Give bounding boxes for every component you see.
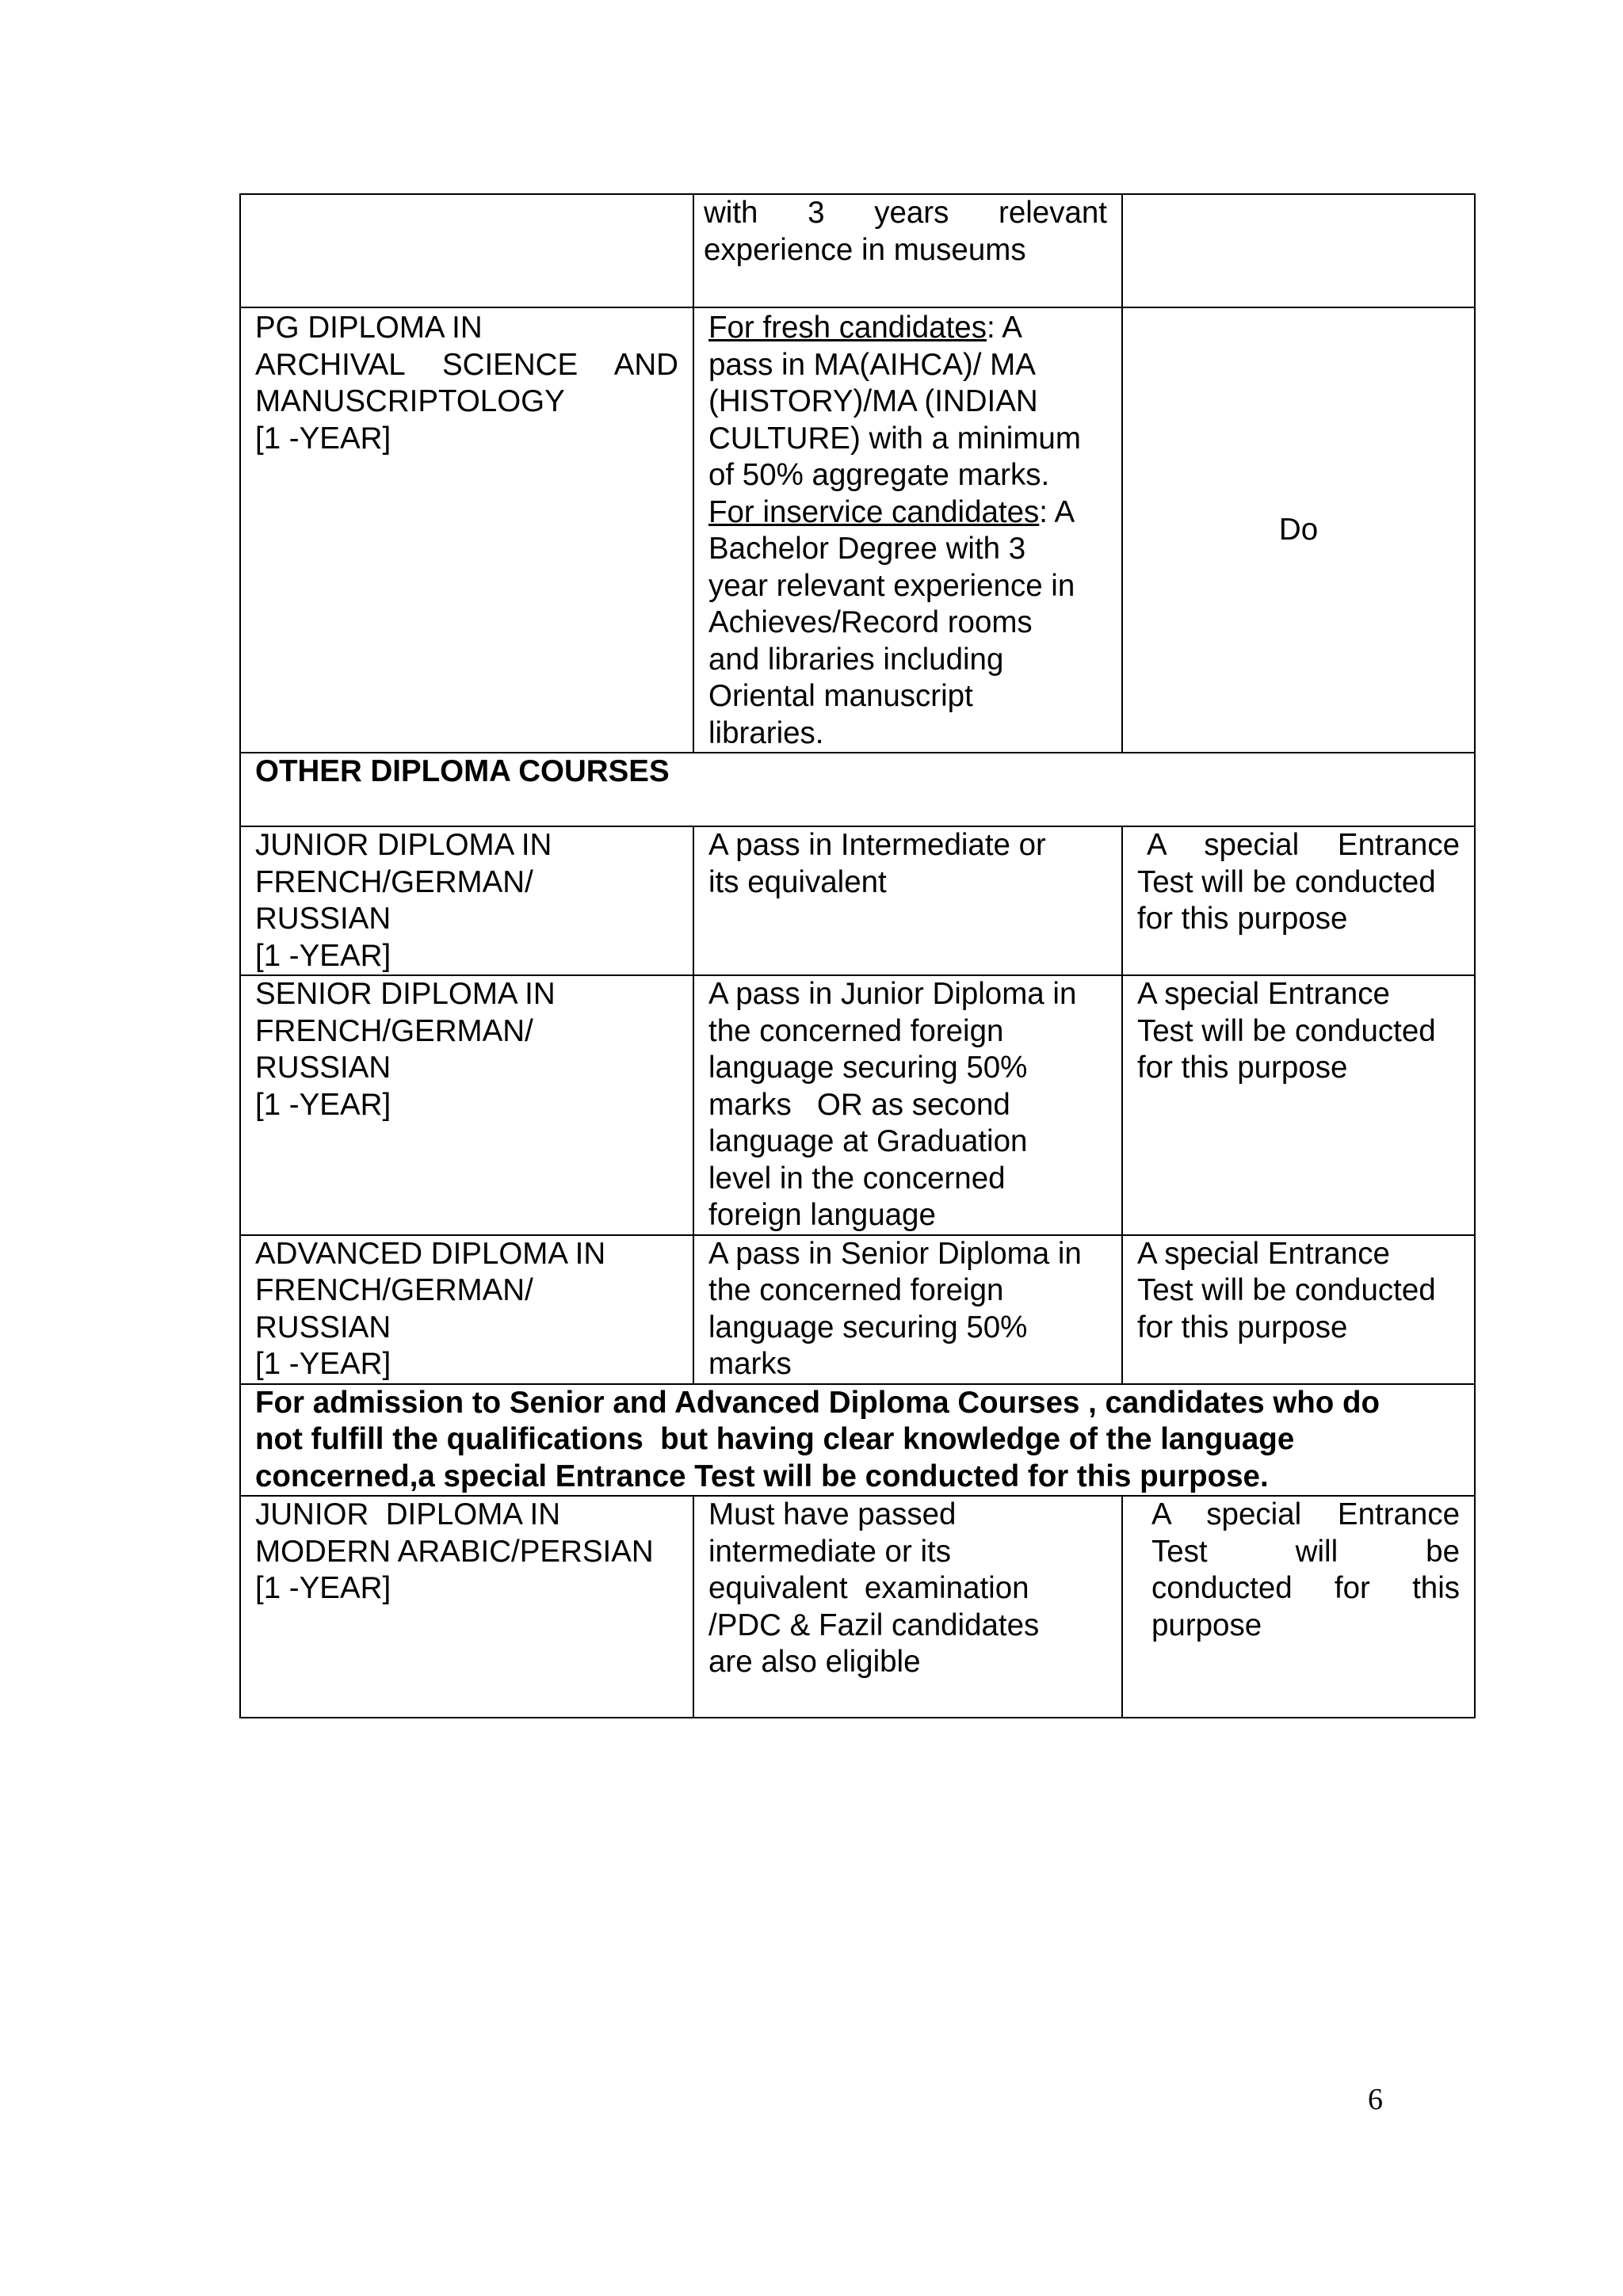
course-line: FRENCH/GERMAN/ — [255, 864, 533, 899]
note-line: not fulfill the qualifications but having clear knowledge of the language — [255, 1422, 1295, 1456]
eligibility-line: A pass in Senior Diploma in — [708, 1236, 1082, 1271]
eligibility-line: language securing 50% — [708, 1310, 1028, 1344]
course-cell — [240, 975, 693, 1235]
eligibility-cell — [693, 826, 1122, 975]
inservice-candidates-label: For inservice candidates — [708, 494, 1040, 529]
note-line: For admission to Senior and Advanced Diploma Courses , candidates who do — [255, 1385, 1381, 1420]
eligibility-line: pass in MA(AIHCA)/ MA — [708, 347, 1036, 382]
selection-line: A special Entrance — [1151, 1497, 1460, 1531]
eligibility-line: Must have passed — [708, 1497, 957, 1531]
eligibility-line: Achieves/Record rooms — [708, 605, 1033, 639]
course-line: FRENCH/GERMAN/ — [255, 1013, 533, 1048]
eligibility-line: CULTURE) with a minimum — [708, 421, 1081, 456]
selection-cell — [1122, 826, 1475, 975]
eligibility-cell — [693, 307, 1122, 753]
note-cell — [240, 1384, 1475, 1497]
admission-eligibility-table — [239, 193, 1476, 1718]
eligibility-line: /PDC & Fazil candidates — [708, 1608, 1040, 1642]
table-row — [240, 307, 1475, 753]
course-cell — [240, 194, 693, 307]
eligibility-line: and libraries including — [708, 642, 1004, 677]
eligibility-line — [708, 494, 1107, 532]
eligibility-line: foreign language — [708, 1198, 936, 1232]
selection-line: purpose — [1151, 1608, 1262, 1642]
course-line: RUSSIAN — [255, 1310, 391, 1344]
selection-line: conducted for this — [1151, 1571, 1460, 1605]
eligibility-line: level in the concerned — [708, 1161, 1006, 1196]
section-heading-cell — [240, 753, 1475, 826]
page-number: 6 — [1368, 2083, 1383, 2116]
eligibility-line: intermediate or its — [708, 1534, 951, 1569]
course-line: ARCHIVAL SCIENCE AND — [255, 347, 678, 382]
course-line: SENIOR DIPLOMA IN — [255, 977, 556, 1011]
course-cell — [240, 1496, 693, 1718]
table-row — [240, 194, 1475, 307]
eligibility-line: A pass in Junior Diploma in — [708, 977, 1077, 1011]
eligibility-line: equivalent examination — [708, 1571, 1029, 1605]
eligibility-line: experience in museums — [704, 232, 1026, 267]
eligibility-line: marks OR as second — [708, 1087, 1010, 1122]
course-line: MANUSCRIPTOLOGY — [255, 384, 565, 418]
eligibility-line: Bachelor Degree with 3 — [708, 532, 1026, 566]
selection-text: Do — [1278, 512, 1319, 547]
course-line: [1 -YEAR] — [255, 1571, 391, 1605]
course-line: RUSSIAN — [255, 1051, 391, 1085]
course-line: [1 -YEAR] — [255, 1347, 391, 1381]
course-line: MODERN ARABIC/PERSIAN — [255, 1534, 654, 1569]
course-line: [1 -YEAR] — [255, 421, 391, 456]
eligibility-line: the concerned foreign — [708, 1273, 1004, 1307]
section-heading: OTHER DIPLOMA COURSES — [255, 754, 670, 788]
selection-cell — [1122, 1235, 1475, 1384]
selection-line: A special Entrance — [1147, 828, 1460, 862]
selection-cell — [1122, 975, 1475, 1235]
selection-cell — [1122, 307, 1475, 753]
table-row — [240, 826, 1475, 975]
table-row — [240, 753, 1475, 826]
course-line: FRENCH/GERMAN/ — [255, 1273, 533, 1307]
eligibility-line: language securing 50% — [708, 1051, 1028, 1085]
selection-line: for this purpose — [1137, 1310, 1348, 1344]
fresh-candidates-suffix: : A — [986, 311, 1022, 345]
table-row — [240, 975, 1475, 1235]
course-cell — [240, 826, 693, 975]
course-line: [1 -YEAR] — [255, 1087, 391, 1122]
eligibility-cell — [693, 975, 1122, 1235]
course-line: ADVANCED DIPLOMA IN — [255, 1236, 606, 1271]
eligibility-line: marks — [708, 1347, 792, 1381]
selection-line: A special Entrance — [1137, 977, 1390, 1011]
selection-line: Test will be — [1151, 1534, 1460, 1569]
eligibility-line: libraries. — [708, 715, 824, 750]
course-line: PG DIPLOMA IN — [255, 311, 483, 345]
eligibility-cell — [693, 1235, 1122, 1384]
eligibility-line: Oriental manuscript — [708, 679, 973, 713]
selection-line: for this purpose — [1137, 1051, 1348, 1085]
fresh-candidates-label: For fresh candidates — [708, 311, 987, 345]
selection-line: Test will be conducted — [1137, 1273, 1436, 1307]
eligibility-line: year relevant experience in — [708, 568, 1075, 603]
selection-line: A special Entrance — [1137, 1236, 1390, 1271]
eligibility-line: A pass in Intermediate or — [708, 828, 1046, 862]
eligibility-cell — [693, 1496, 1122, 1718]
course-line: JUNIOR DIPLOMA IN — [255, 828, 552, 862]
note-line: concerned,a special Entrance Test will be conducted for this purpose. — [255, 1459, 1269, 1493]
eligibility-line: language at Graduation — [708, 1124, 1028, 1158]
eligibility-line: the concerned foreign — [708, 1013, 1004, 1048]
eligibility-line: (HISTORY)/MA (INDIAN — [708, 384, 1038, 418]
eligibility-line — [708, 310, 1107, 347]
eligibility-line: of 50% aggregate marks. — [708, 458, 1050, 492]
selection-cell — [1122, 194, 1475, 307]
course-line: [1 -YEAR] — [255, 938, 391, 973]
course-cell — [240, 1235, 693, 1384]
selection-line: Test will be conducted — [1137, 864, 1436, 899]
course-cell — [240, 307, 693, 753]
course-line: JUNIOR DIPLOMA IN — [255, 1497, 561, 1531]
table-row — [240, 1496, 1475, 1718]
selection-line: for this purpose — [1137, 902, 1348, 936]
course-line: RUSSIAN — [255, 902, 391, 936]
selection-line: Test will be conducted — [1137, 1013, 1436, 1048]
inservice-candidates-suffix: : A — [1039, 494, 1075, 529]
table-row — [240, 1235, 1475, 1384]
table-row — [240, 1384, 1475, 1497]
eligibility-line: with 3 years relevant — [704, 196, 1107, 230]
eligibility-line: its equivalent — [708, 864, 887, 899]
eligibility-line: are also eligible — [708, 1645, 921, 1679]
eligibility-cell — [693, 194, 1122, 307]
selection-cell — [1122, 1496, 1475, 1718]
